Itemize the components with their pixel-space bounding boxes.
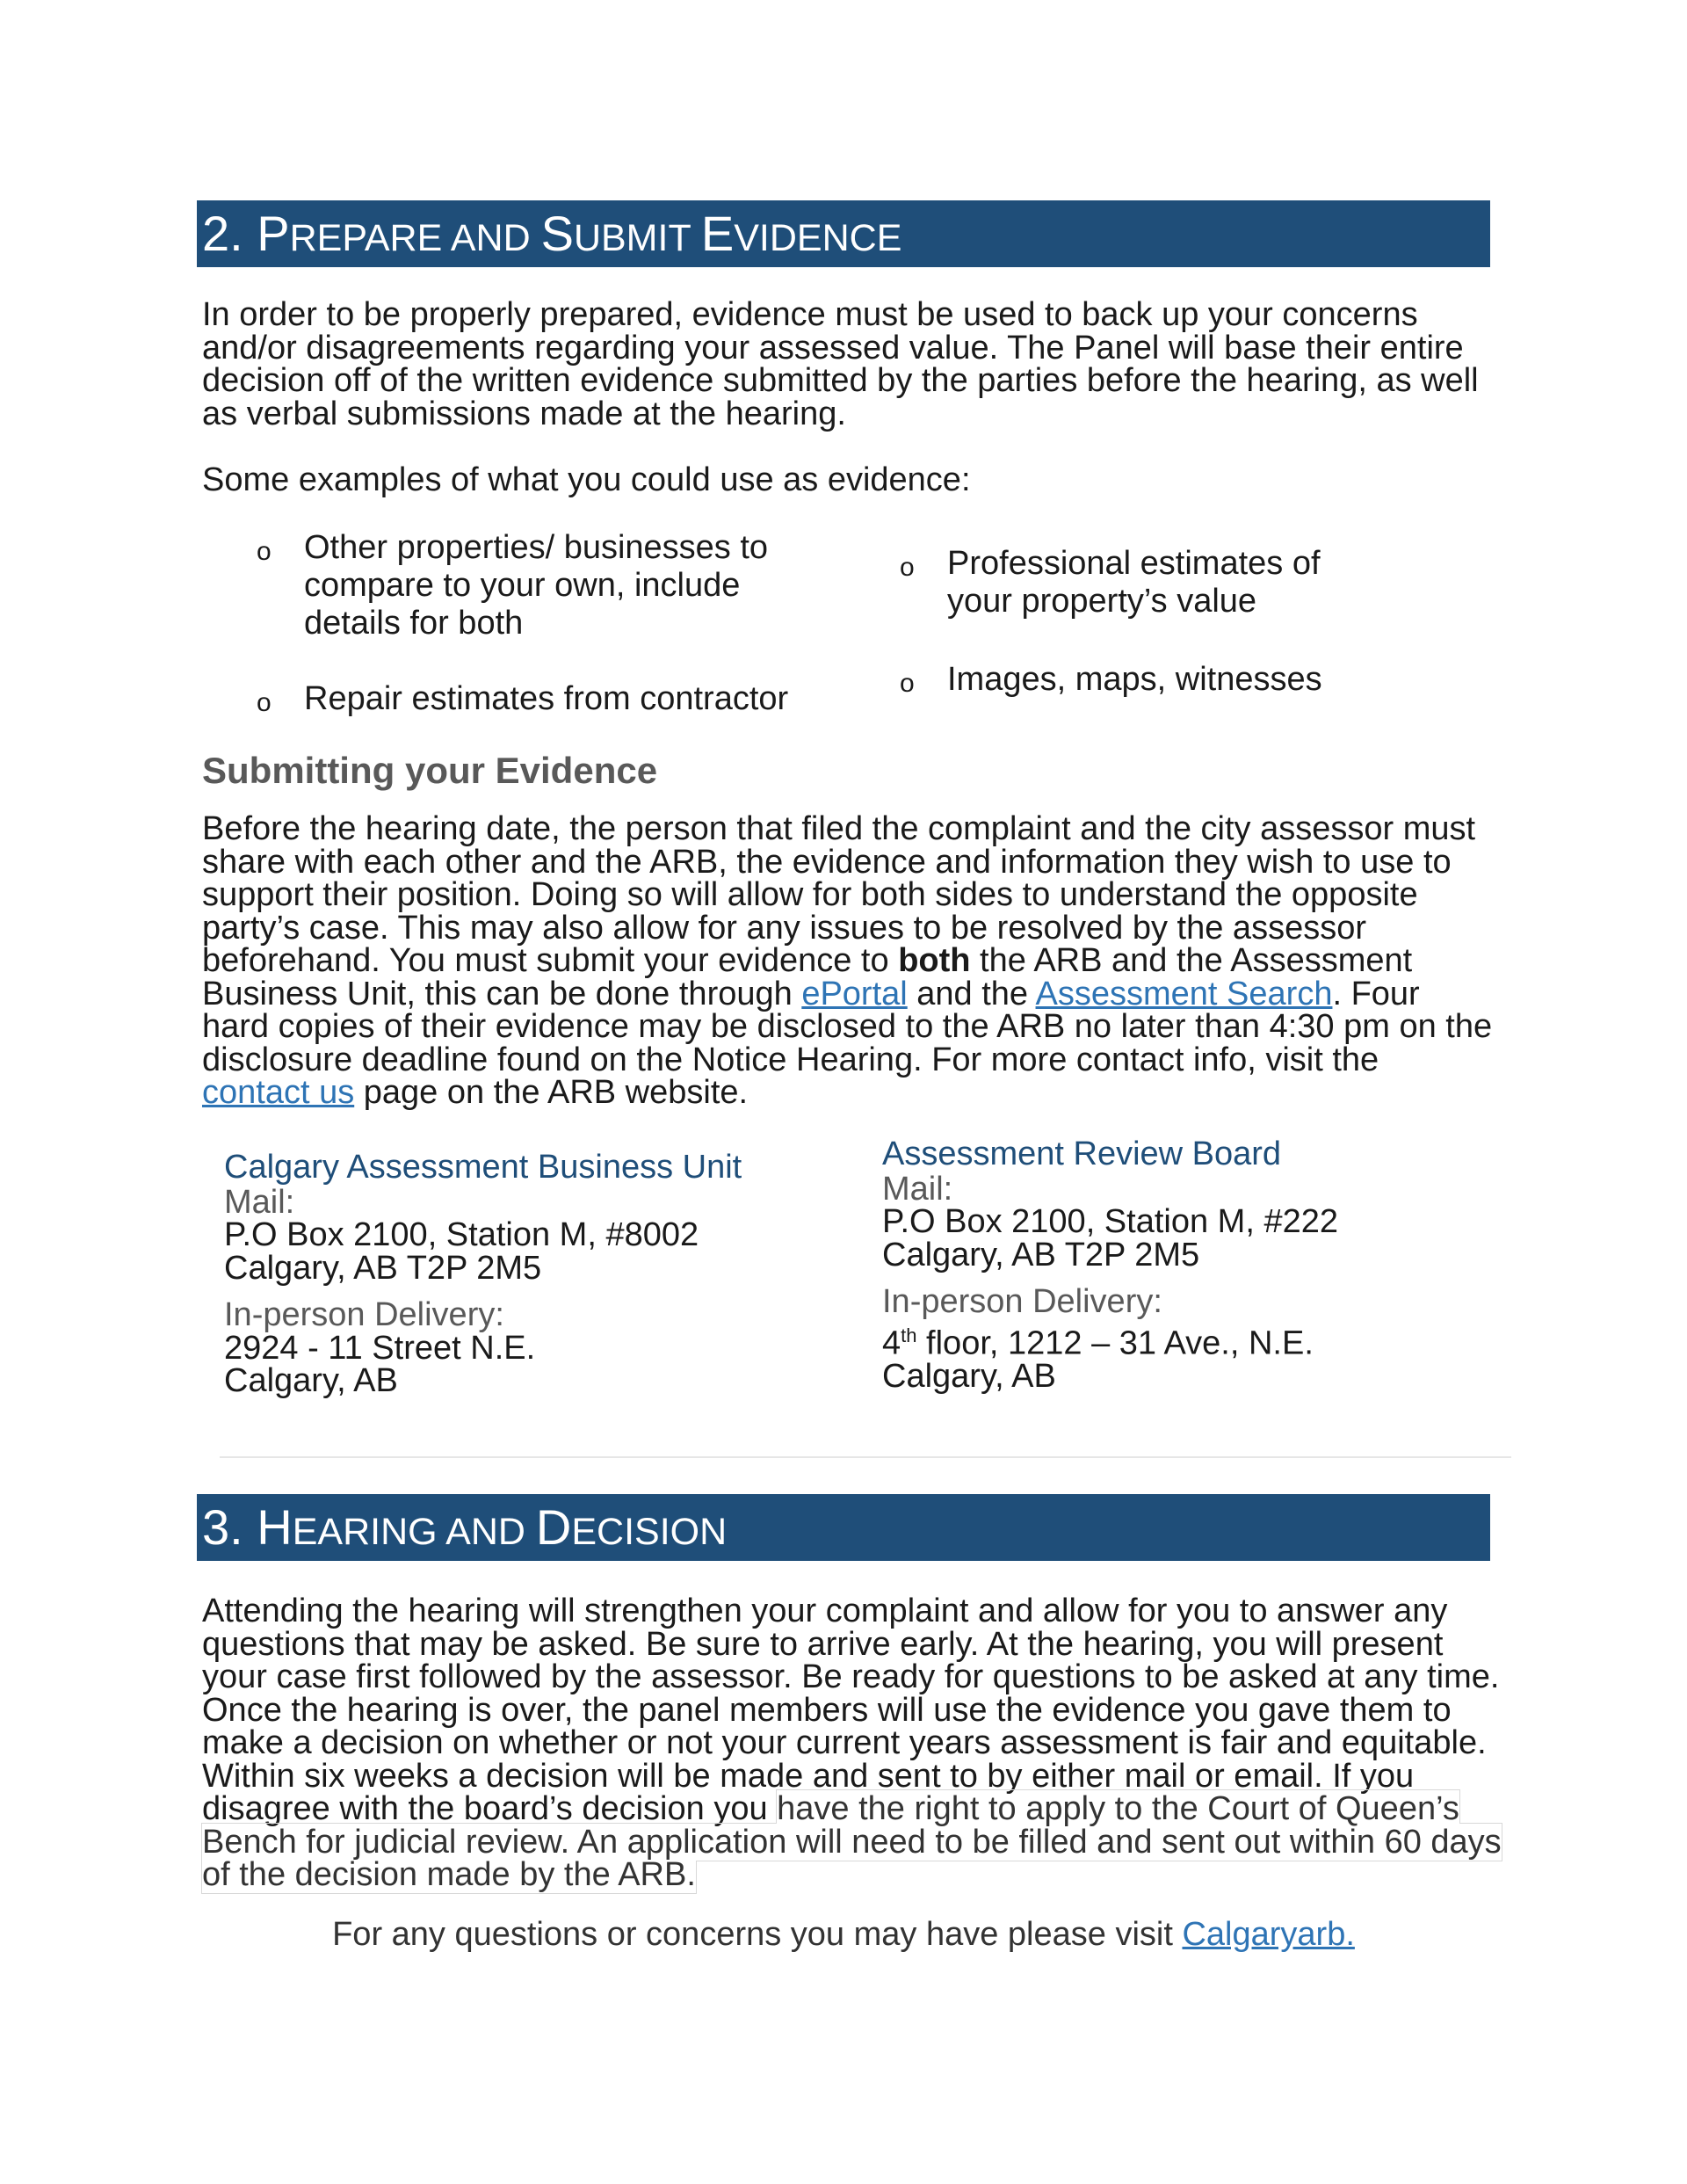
- org-name: Assessment Review Board: [882, 1136, 1282, 1172]
- paragraph-text: Attending the hearing will strengthen your complaint and allow for you to answer any questions that may be asked. Be sure to arrive early. At the hearing, you will present your case first followed by the assessor. Be ready for questions to be asked at any time. Once the hearing is over, the panel members will use the evidence you gave them to make a decision on whether or not your current years assessment is fair and equitable. Within six weeks a decision will be made and sent to by either mail or email. If you disagree with the board’s decision you: [202, 1593, 1500, 1827]
- section-3-number: 3.: [202, 1499, 257, 1555]
- submitting-evidence-paragraph: [202, 810, 1494, 1111]
- bullet-mark: o: [900, 553, 915, 582]
- examples-lead: Some examples of what you could use as evidence:: [202, 461, 971, 498]
- address-line: P.O Box 2100, Station M, #222: [882, 1203, 1338, 1240]
- mail-label: Mail:: [882, 1170, 953, 1208]
- address-line: Calgary, AB T2P 2M5: [882, 1236, 1200, 1273]
- heading-cap: D: [535, 1499, 572, 1555]
- hearing-decision-paragraph: [202, 1595, 1502, 1892]
- emphasis-both: both: [898, 942, 971, 979]
- footer-text: For any questions or concerns you may have please visit: [332, 1916, 1183, 1953]
- paragraph-text: . Four hard copies of their evidence may be disclosed to the ARB no later than 4:30 pm on the disclosure deadline found on the Notice Hearing. For more contact info, visit the: [202, 975, 1493, 1078]
- bullet-item: [900, 661, 1387, 699]
- delivery-label: In-person Delivery:: [882, 1283, 1162, 1320]
- bullet-mark: o: [257, 688, 272, 717]
- section-divider: [220, 1456, 1511, 1458]
- submitting-evidence-heading: Submitting your Evidence: [202, 750, 658, 791]
- footer-note: [0, 1916, 1687, 1954]
- address-block-assessment-review-board: [882, 1138, 1497, 1393]
- bullet-text: Other properties/ businesses to compare to your own, include details for both: [304, 529, 769, 642]
- judicial-review-text: have the right to apply to the Court of Queen’s Bench for judicial review. An application will need to be filled and sent out within 60 days of the decision made by the ARB.: [202, 1790, 1502, 1893]
- address-line: 2924 - 11 Street N.E.: [224, 1329, 536, 1367]
- address-line: Calgary, AB: [224, 1362, 398, 1399]
- bullet-mark: o: [257, 537, 272, 566]
- heading-text: VIDENCE: [734, 217, 902, 259]
- address-text: floor, 1212 – 31 Ave., N.E.: [916, 1324, 1314, 1362]
- bullet-text: Professional estimates of your property’s value: [947, 545, 1321, 620]
- bullet-item: [900, 545, 1360, 620]
- address-line: P.O Box 2100, Station M, #8002: [224, 1216, 699, 1253]
- org-name: Calgary Assessment Business Unit: [224, 1149, 742, 1186]
- address-line: Calgary, AB: [882, 1357, 1056, 1395]
- address-line: [882, 1319, 1497, 1360]
- section-2-number: 2.: [202, 206, 257, 261]
- paragraph-text: Before the hearing date, the person that filed the complaint and the city assessor must share with each other and the ARB, the evidence and information they wish to use to support their position. Doing so will allow for both sides to understand the opposite party’s case. This may also allow for any issues to be resolved by the assessor beforehand. You must submit your evidence to: [202, 810, 1476, 979]
- paragraph-text: and the: [907, 975, 1036, 1012]
- assessment-search-link[interactable]: Assessment Search: [1035, 975, 1333, 1012]
- eportal-link[interactable]: ePortal: [801, 975, 908, 1012]
- calgaryarb-link[interactable]: Calgaryarb.: [1182, 1916, 1355, 1953]
- heading-cap: E: [700, 206, 735, 261]
- bullet-text: Repair estimates from contractor: [304, 680, 789, 717]
- heading-text: UBMIT: [573, 217, 701, 259]
- paragraph-text: page on the ARB website.: [354, 1074, 749, 1111]
- heading-text: ECISION: [571, 1511, 728, 1553]
- contact-us-link[interactable]: contact us: [202, 1074, 355, 1111]
- heading-cap: H: [257, 1499, 293, 1555]
- evidence-intro: In order to be properly prepared, evidence must be used to back up your concerns and/or disagreements regarding your assessed value. The Panel will base their entire decision off of the written evidence submitted by the parties before the hearing, as well as verbal submissions made at the hearing.: [202, 296, 1479, 432]
- delivery-label: In-person Delivery:: [224, 1296, 504, 1333]
- heading-cap: P: [257, 206, 290, 261]
- bullet-item: [257, 529, 831, 642]
- heading-cap: S: [540, 206, 574, 261]
- bullet-mark: o: [900, 669, 915, 698]
- address-line: Calgary, AB T2P 2M5: [224, 1249, 542, 1287]
- paragraph-text: the ARB and the Assessment Business Unit, this can be done through: [202, 942, 1413, 1012]
- section-3-heading: [197, 1494, 1490, 1561]
- section-2-heading: [197, 200, 1490, 267]
- address-block-assessment-business-unit: [224, 1151, 839, 1398]
- floor-number: 4: [882, 1324, 901, 1362]
- heading-text: EARING AND: [292, 1511, 536, 1553]
- ordinal-suffix: th: [901, 1324, 917, 1346]
- heading-text: REPARE AND: [289, 217, 541, 259]
- bullet-item: [257, 680, 831, 718]
- mail-label: Mail:: [224, 1183, 295, 1221]
- bullet-text: Images, maps, witnesses: [947, 661, 1322, 698]
